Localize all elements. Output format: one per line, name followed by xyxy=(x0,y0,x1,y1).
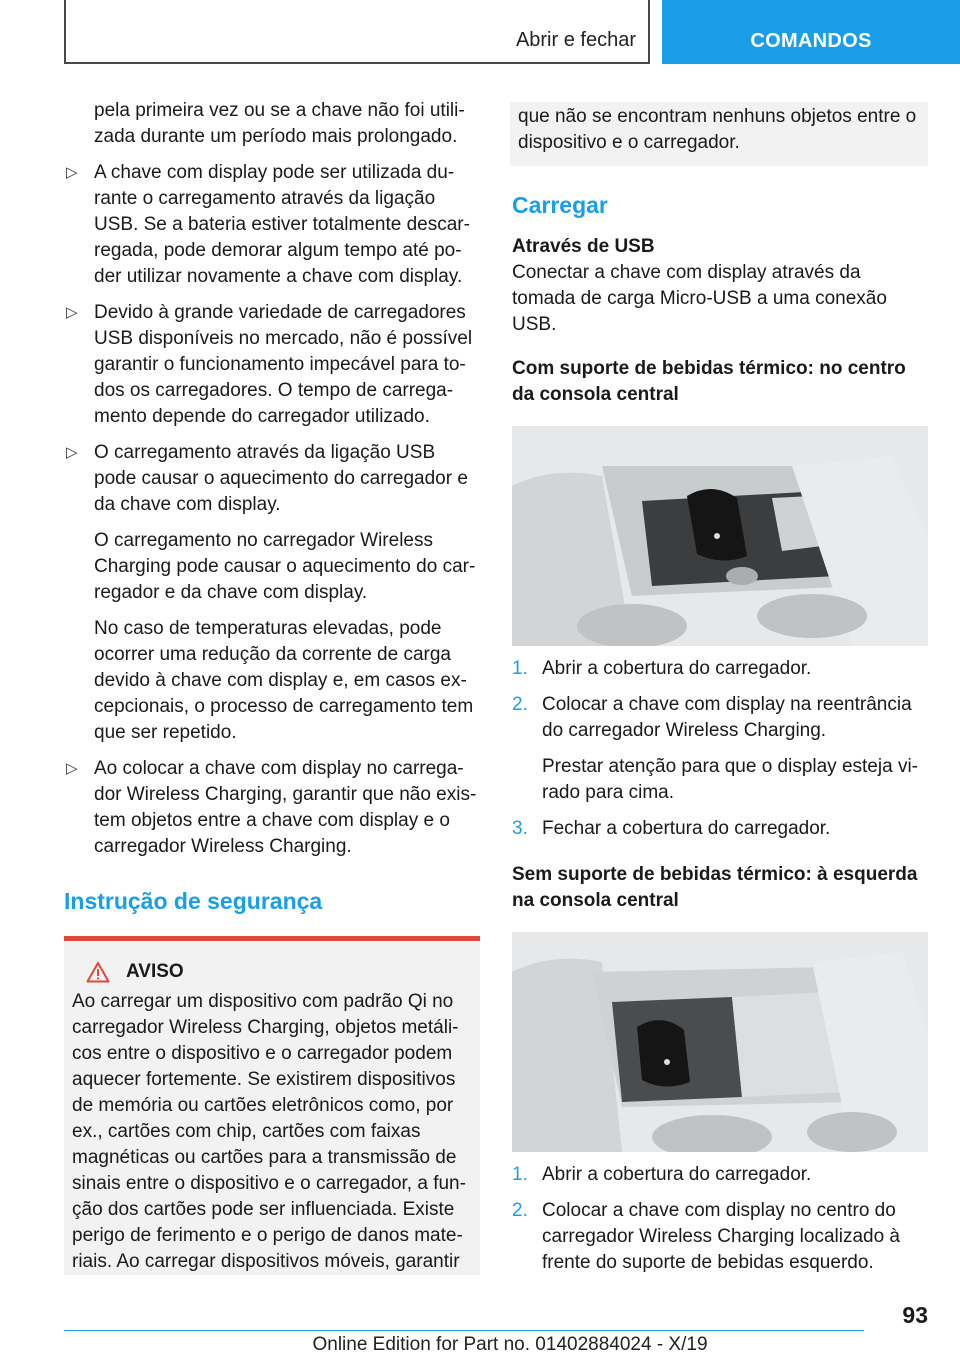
usb-subheading: Através de USB xyxy=(512,236,655,257)
safety-heading: Instrução de segurança xyxy=(64,888,323,914)
warning-box xyxy=(64,936,480,1275)
console-left-image xyxy=(512,932,928,1152)
warning-continuation-box xyxy=(510,102,928,166)
warning-title: AVISO xyxy=(126,961,184,982)
bullet-item: ▷ A chave com display pode ser utilizada du-rante o carregamento através da ligação USB. Se a bateria estiver totalmente descar-regada, pode demorar algum tempo até po-der utilizar novamente a chave com display. xyxy=(66,162,470,287)
header-section-tab xyxy=(662,0,960,64)
step-note: Prestar atenção para que o display esteja vi-rado para cima. xyxy=(542,756,918,803)
continued-text: pela primeira vez ou se a chave não foi utili-zada durante um período mais prolongado. xyxy=(94,100,465,147)
bullet-item: ▷ O carregamento através da ligação USB pode causar o aquecimento do carregador e da chave com display. xyxy=(66,442,468,515)
usb-text: Conectar a chave com display através da tomada de carga Micro-USB a uma conexão USB. xyxy=(512,262,887,335)
footer-edition: Online Edition for Part no. 01402884024 - X/19 xyxy=(312,1334,708,1355)
bullet-item: ▷ Ao colocar a chave com display no carrega-dor Wireless Charging, garantir que não exis-tem objetos entre a chave com display e o carregador Wireless Charging. xyxy=(66,758,477,857)
thermal-holder-subheading: Com suporte de bebidas térmico: no centro da consola central xyxy=(512,358,906,405)
footer-divider xyxy=(64,1330,864,1331)
console-center-image xyxy=(512,426,928,646)
triangle-bullet-icon: ▷ xyxy=(66,164,78,181)
triangle-bullet-icon: ▷ xyxy=(66,760,78,777)
step-item: 2. Colocar a chave com display na reentrância do carregador Wireless Charging. xyxy=(512,694,912,741)
header-left-box xyxy=(64,0,650,64)
warning-triangle-icon xyxy=(86,961,110,983)
warning-header xyxy=(86,959,472,985)
section-title: COMANDOS xyxy=(750,30,872,52)
step-item: 1. Abrir a cobertura do carregador. xyxy=(512,658,812,679)
right-column xyxy=(512,102,928,1276)
bullet-item: ▷ Devido à grande variedade de carregadores USB disponíveis no mercado, não é possível garantir o funcionamento impecável para to-dos os carregadores. O tempo de carrega-mento depende do carregador utilizado. xyxy=(66,302,473,427)
triangle-bullet-icon: ▷ xyxy=(66,444,78,461)
left-column xyxy=(64,98,480,1275)
step-item: 2. Colocar a chave com display no centro do carregador Wireless Charging localizado à frente do suporte de bebidas esquerdo. xyxy=(512,1200,901,1273)
triangle-bullet-icon: ▷ xyxy=(66,304,78,321)
page-number: 93 xyxy=(902,1302,928,1328)
chapter-title: Abrir e fechar xyxy=(515,29,636,51)
continued-warning-text: que não se encontram nenhuns objetos entre o dispositivo e o carregador. xyxy=(518,106,917,153)
step-item: 1. Abrir a cobertura do carregador. xyxy=(512,1164,812,1185)
charging-heading: Carregar xyxy=(512,192,608,218)
step-item: 3. Fechar a cobertura do carregador. xyxy=(512,818,831,839)
warning-text: Ao carregar um dispositivo com padrão Qi no carregador Wireless Charging, objetos metáli-cos entre o dispositivo e o carregador podem aquecer fortemente. Se existirem dispositivos de memória ou cartões eletrônicos como, por ex., cartões com chip, cartões com faixas magnéticas ou cartões para a transmissão de sinais entre o dispositivo e o carregador, a fun-ção dos cartões pode ser influenciada. Existe perigo de ferimento e o perigo de danos mate-riais. Ao carregar dispositivos móveis, garantir xyxy=(72,991,466,1272)
bullet-continuation: No caso de temperaturas elevadas, pode ocorrer uma redução da corrente de carga devido à chave com display e, em casos ex-cepcionais, o processo de carregamento tem que ser repetido. xyxy=(94,618,474,743)
bullet-continuation: O carregamento no carregador Wireless Charging pode causar o aquecimento do car-regador e da chave com display. xyxy=(94,530,476,603)
no-thermal-holder-subheading: Sem suporte de bebidas térmico: à esquerda na consola central xyxy=(512,864,918,911)
